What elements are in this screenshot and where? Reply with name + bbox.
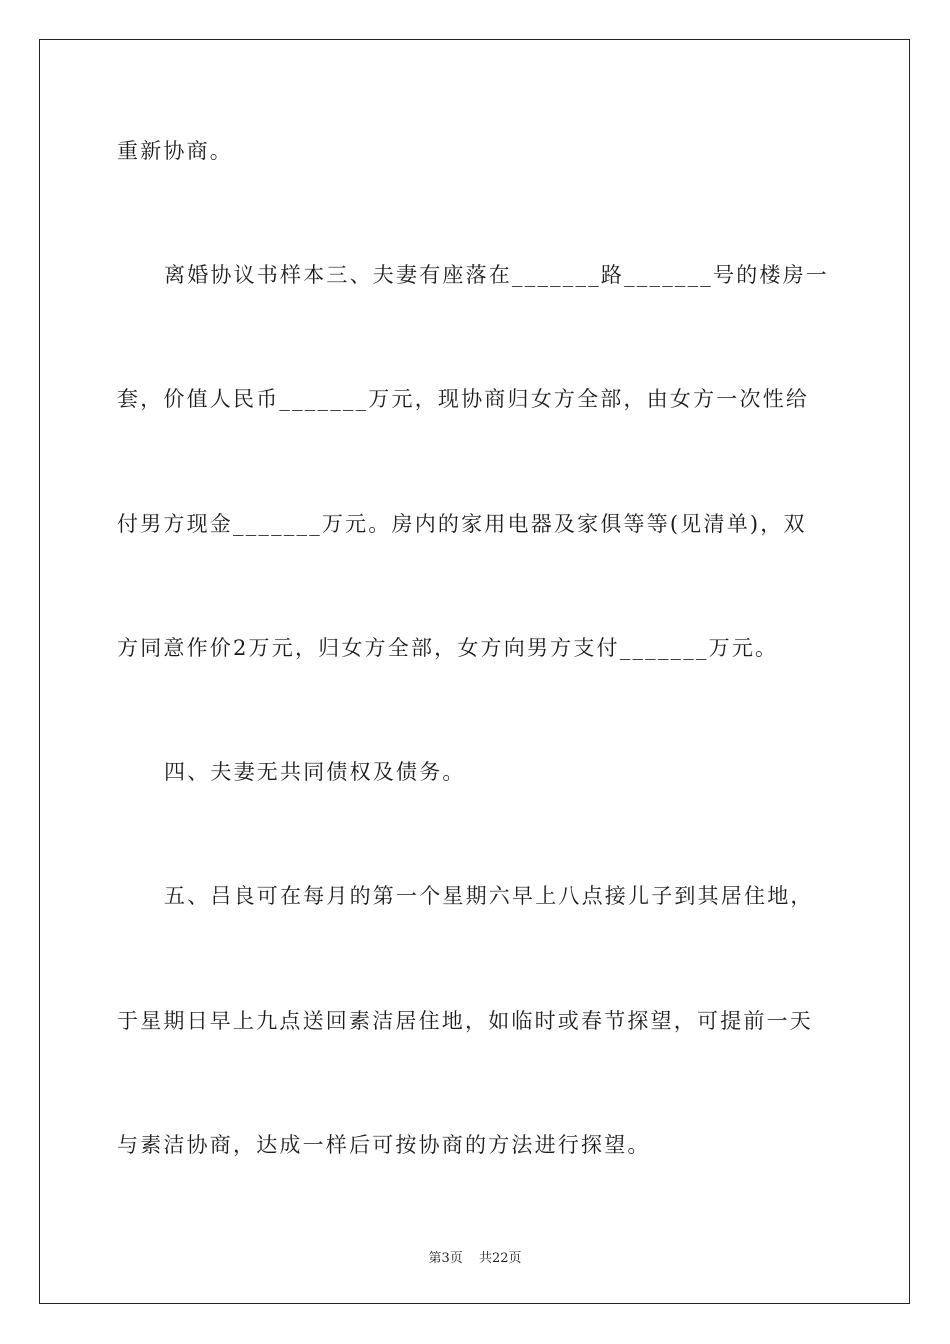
text-line-2: 离婚协议书样本三、夫妻有座落在_______路_______号的楼房一	[164, 263, 829, 287]
page-footer	[0, 1247, 950, 1266]
text-line-7: 五、吕良可在每月的第一个星期六早上八点接儿子到其居住地，	[164, 884, 814, 908]
page-number-total: 共22页	[478, 1251, 522, 1266]
text-line-8: 于星期日早上九点送回素洁居住地，如临时或春节探望，可提前一天	[117, 1009, 813, 1033]
text-line-6: 四、夫妻无共同债权及债务。	[164, 760, 466, 784]
text-line-5: 方同意作价2万元，归女方全部，女方向男方支付_______万元。	[117, 636, 779, 660]
page-frame	[39, 39, 910, 1304]
page-number-current: 第3页	[428, 1251, 463, 1266]
text-line-9: 与素洁协商，达成一样后可按协商的方法进行探望。	[117, 1133, 651, 1157]
text-line-1: 重新协商。	[117, 139, 233, 163]
text-line-3: 套，价值人民币_______万元，现协商归女方全部，由女方一次性给	[117, 387, 810, 411]
text-line-4: 付男方现金_______万元。房内的家用电器及家俱等等(见清单)，双	[117, 512, 807, 536]
